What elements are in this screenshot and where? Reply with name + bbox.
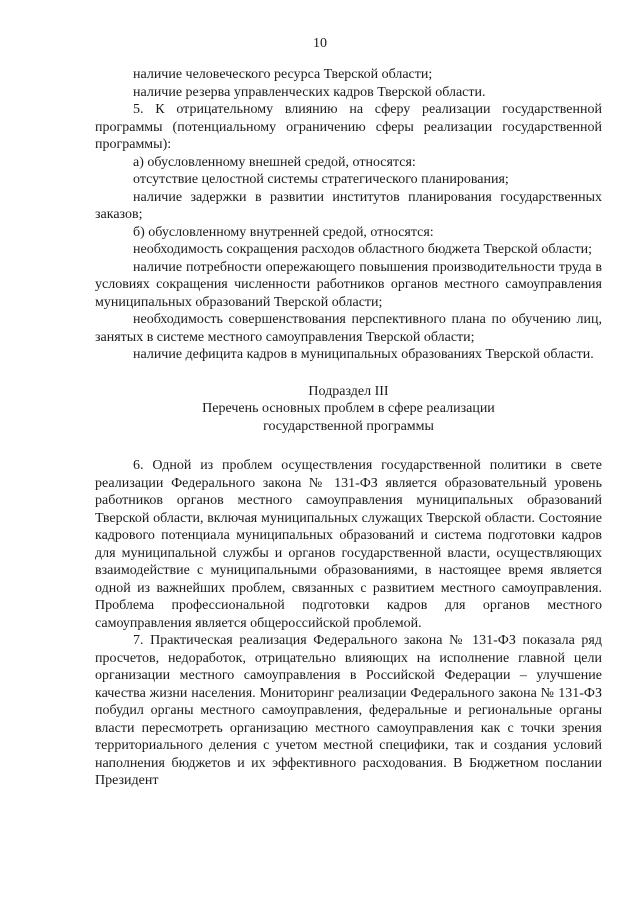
paragraph: а) обусловленному внешней средой, относятся: (133, 154, 416, 170)
paragraph: б) обусловленному внутренней средой, относятся: (133, 224, 434, 240)
section-heading-line: Подраздел III (308, 383, 389, 399)
section-heading-line: государственной программы (263, 418, 434, 434)
paragraph: наличие дефицита кадров в муниципальных образованиях Тверской области. (133, 347, 594, 362)
section-heading-line: Перечень основных проблем в сфере реализации (202, 401, 495, 416)
paragraph: 7. Практическая реализация Федерального закона № 131-ФЗ показала ряд просчетов, недоработок, отрицательно влияющих на исполнение главной цели организации местного самоуправления в Российской Федерации – улучшение качества жизни населения. Мониторинг реализации Федерального закона № 131-ФЗ побудил органы местного самоуправления, федеральные и региональные органы власти пересмотреть организацию местного самоуправления как с точки зрения территориального деления с учетом местной специфики, так и создания условий наполнения бюджетов и их эффективного расходования. В Бюджетном послании Президент (95, 633, 602, 788)
spacer (95, 435, 602, 457)
page-number: 10 (313, 36, 327, 51)
paragraph: наличие потребности опережающего повышения производительности труда в условиях сокращения численности работников органов местного самоуправления муниципальных образований Тверской области; (95, 259, 602, 310)
paragraph: необходимость сокращения расходов областного бюджета Тверской области; (133, 242, 593, 257)
paragraph: 6. Одной из проблем осуществления государственной политики в свете реализации Федерального закона № 131-ФЗ является образовательный уровень работников органов местного самоуправления муниципальных образований Тверской области, включая муниципальных служащих Тверской области. Состояние кадрового потенциала муниципальных образований и система подготовки кадров для муниципальной службы и органов государственной власти, осуществляющих взаимодействие с муниципальными образованиями, в настоящее время является одной из важнейших проблем, связанных с развитием местного самоуправления. Проблема профессиональной подготовки кадров для органов местного самоуправления является общероссийской проблемой. (95, 458, 602, 631)
section-heading (95, 383, 602, 436)
paragraph: отсутствие целостной системы стратегического планирования; (133, 172, 509, 187)
paragraph: наличие задержки в развитии институтов планирования государственных заказов; (95, 189, 602, 222)
paragraph: необходимость совершенствования перспективного плана по обучению лиц, занятых в системе местного самоуправления Тверской области; (95, 312, 602, 345)
document-body (95, 66, 602, 790)
paragraph: наличие человеческого ресурса Тверской области; (133, 67, 433, 82)
paragraph: 5. К отрицательному влиянию на сферу реализации государственной программы (потенциальному ограничению сферы реализации государственной программы): (95, 102, 602, 152)
paragraph: наличие резерва управленческих кадров Тверской области. (133, 84, 486, 100)
